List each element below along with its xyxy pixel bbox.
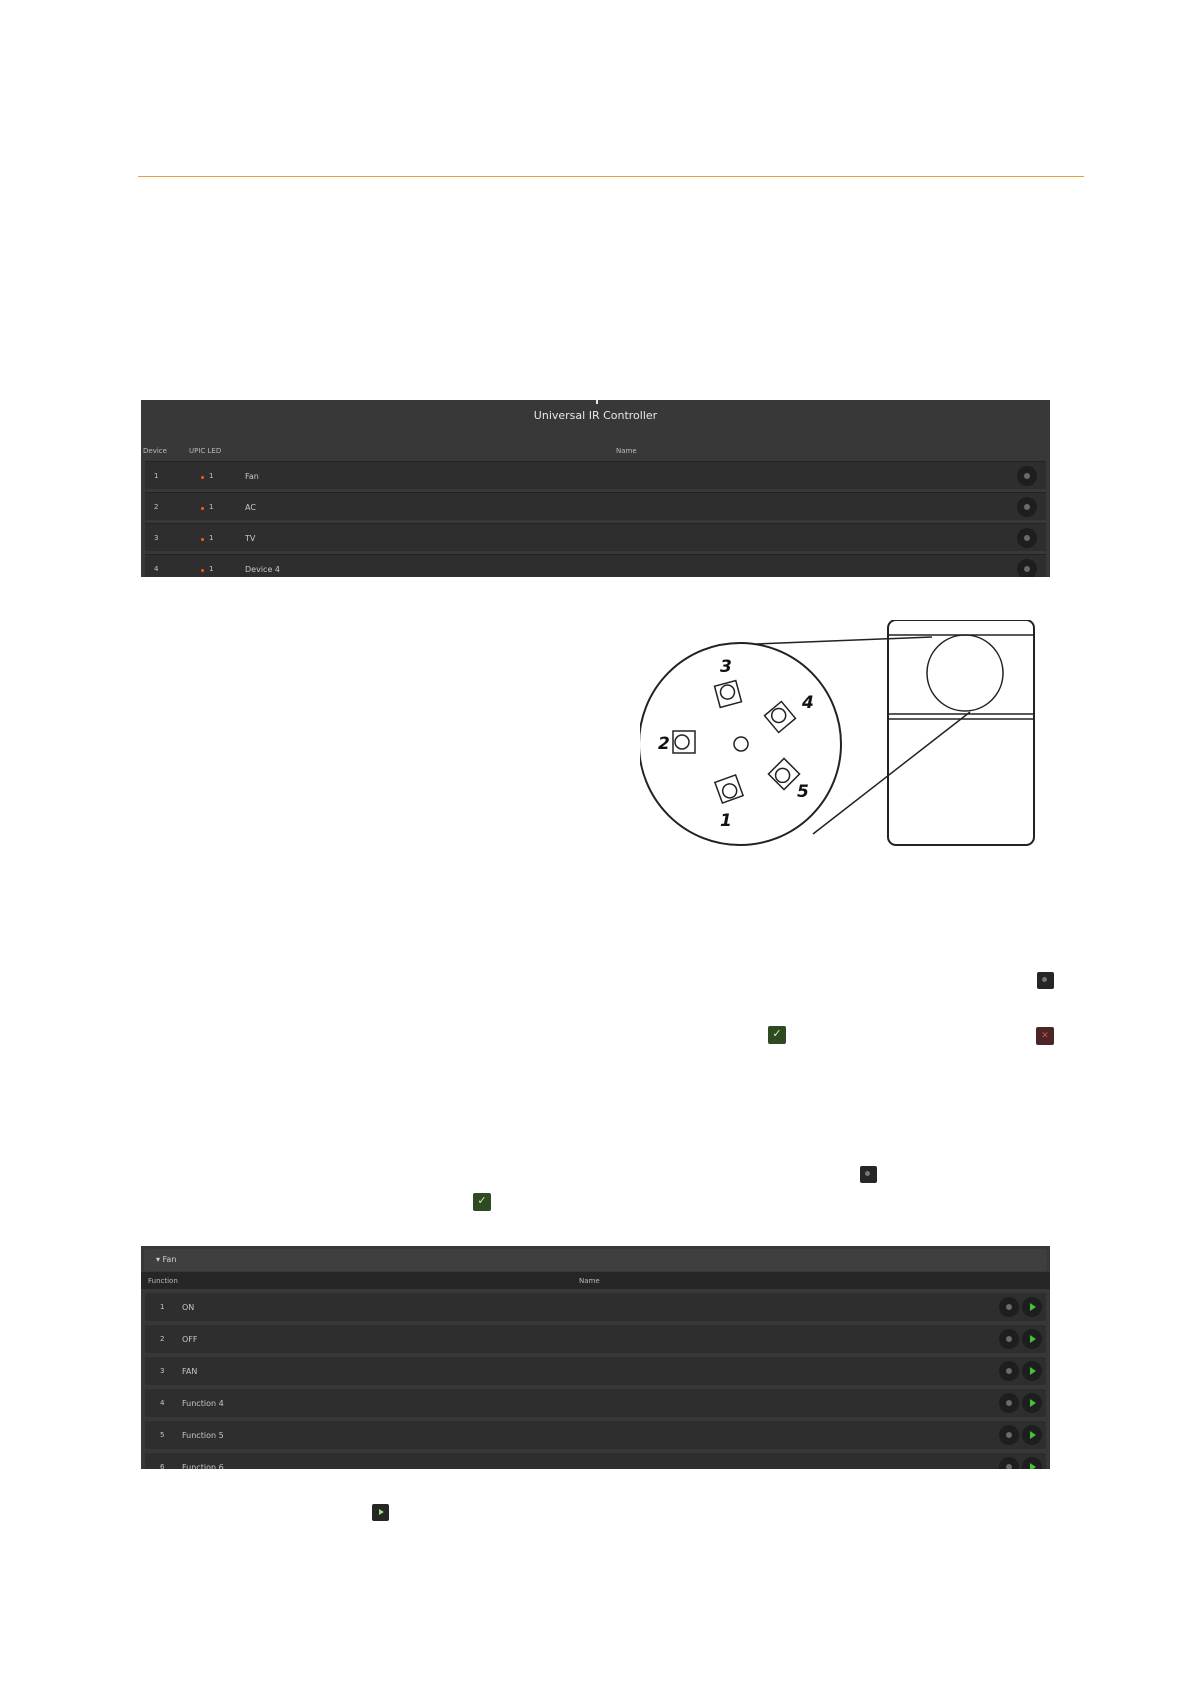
play-button[interactable] <box>1022 1393 1042 1413</box>
checkmark-icon: ✓ <box>768 1026 786 1044</box>
panel-notch <box>596 400 598 404</box>
function-number: 2 <box>160 1335 165 1343</box>
checkmark-icon: ✓ <box>473 1193 491 1211</box>
function-number: 4 <box>160 1399 165 1407</box>
device-row[interactable] <box>145 461 1046 489</box>
device-name: Fan <box>245 472 259 481</box>
function-number: 5 <box>160 1431 165 1439</box>
column-header-name: Name <box>616 447 637 455</box>
column-header-led: UPIC LED <box>189 447 222 455</box>
settings-button[interactable] <box>999 1393 1019 1413</box>
column-header-function: Function <box>148 1277 178 1285</box>
column-header-name: Name <box>579 1277 600 1285</box>
function-name: Function 6 <box>182 1463 224 1469</box>
led-label-4: 4 <box>802 693 814 713</box>
devices-panel <box>141 400 1050 577</box>
settings-button[interactable] <box>999 1457 1019 1469</box>
function-name: ON <box>182 1303 195 1312</box>
play-button[interactable] <box>1022 1425 1042 1445</box>
settings-button[interactable] <box>1017 559 1037 577</box>
function-number: 6 <box>160 1463 165 1469</box>
settings-button[interactable] <box>999 1425 1019 1445</box>
device-name: AC <box>245 503 256 512</box>
led-icon <box>201 569 204 572</box>
led-number: 1 <box>209 503 214 511</box>
device-housing <box>888 620 1034 845</box>
led-number: 1 <box>209 472 214 480</box>
zoom-circle <box>640 643 841 845</box>
play-button[interactable] <box>1022 1297 1042 1317</box>
device-number: 3 <box>154 534 159 542</box>
panel-title: Universal IR Controller <box>533 409 658 422</box>
function-row[interactable] <box>145 1453 1046 1469</box>
led-label-2: 2 <box>658 734 670 754</box>
device-name: Device 4 <box>245 565 280 574</box>
header-rule <box>138 176 1084 177</box>
settings-button[interactable] <box>999 1329 1019 1349</box>
device-row[interactable] <box>145 492 1046 520</box>
device-group-label: ▾ Fan <box>156 1255 177 1264</box>
led-position-diagram <box>640 620 1050 852</box>
led-icon <box>201 507 204 510</box>
settings-button[interactable] <box>999 1297 1019 1317</box>
functions-panel <box>141 1246 1050 1469</box>
function-name: OFF <box>182 1335 198 1344</box>
function-number: 3 <box>160 1367 165 1375</box>
device-number: 4 <box>154 565 159 573</box>
led-icon <box>201 476 204 479</box>
led-label-5: 5 <box>797 782 809 802</box>
device-group-header[interactable] <box>144 1249 1047 1271</box>
function-row[interactable] <box>145 1389 1046 1417</box>
play-button[interactable] <box>1022 1457 1042 1469</box>
gear-icon <box>1037 972 1054 989</box>
settings-button[interactable] <box>999 1361 1019 1381</box>
led-number: 1 <box>209 534 214 542</box>
device-row[interactable] <box>145 554 1046 577</box>
play-button[interactable] <box>1022 1361 1042 1381</box>
function-name: Function 4 <box>182 1399 224 1408</box>
led-label-3: 3 <box>720 657 732 677</box>
led-number: 1 <box>209 565 214 573</box>
play-icon <box>372 1504 389 1521</box>
function-row[interactable] <box>145 1325 1046 1353</box>
function-number: 1 <box>160 1303 165 1311</box>
function-row[interactable] <box>145 1421 1046 1449</box>
settings-button[interactable] <box>1017 528 1037 548</box>
settings-button[interactable] <box>1017 497 1037 517</box>
close-icon: ✕ <box>1036 1027 1054 1045</box>
function-name: Function 5 <box>182 1431 224 1440</box>
play-button[interactable] <box>1022 1329 1042 1349</box>
device-row[interactable] <box>145 523 1046 551</box>
led-label-1: 1 <box>720 811 732 831</box>
functions-column-header <box>141 1272 1050 1289</box>
device-number: 2 <box>154 503 159 511</box>
device-number: 1 <box>154 472 159 480</box>
device-name: TV <box>245 534 256 543</box>
settings-button[interactable] <box>1017 466 1037 486</box>
gear-icon <box>860 1166 877 1183</box>
function-name: FAN <box>182 1367 198 1376</box>
column-header-device: Device <box>143 447 167 455</box>
function-row[interactable] <box>145 1357 1046 1385</box>
function-row[interactable] <box>145 1293 1046 1321</box>
zoom-line-top <box>756 637 932 644</box>
led-icon <box>201 538 204 541</box>
